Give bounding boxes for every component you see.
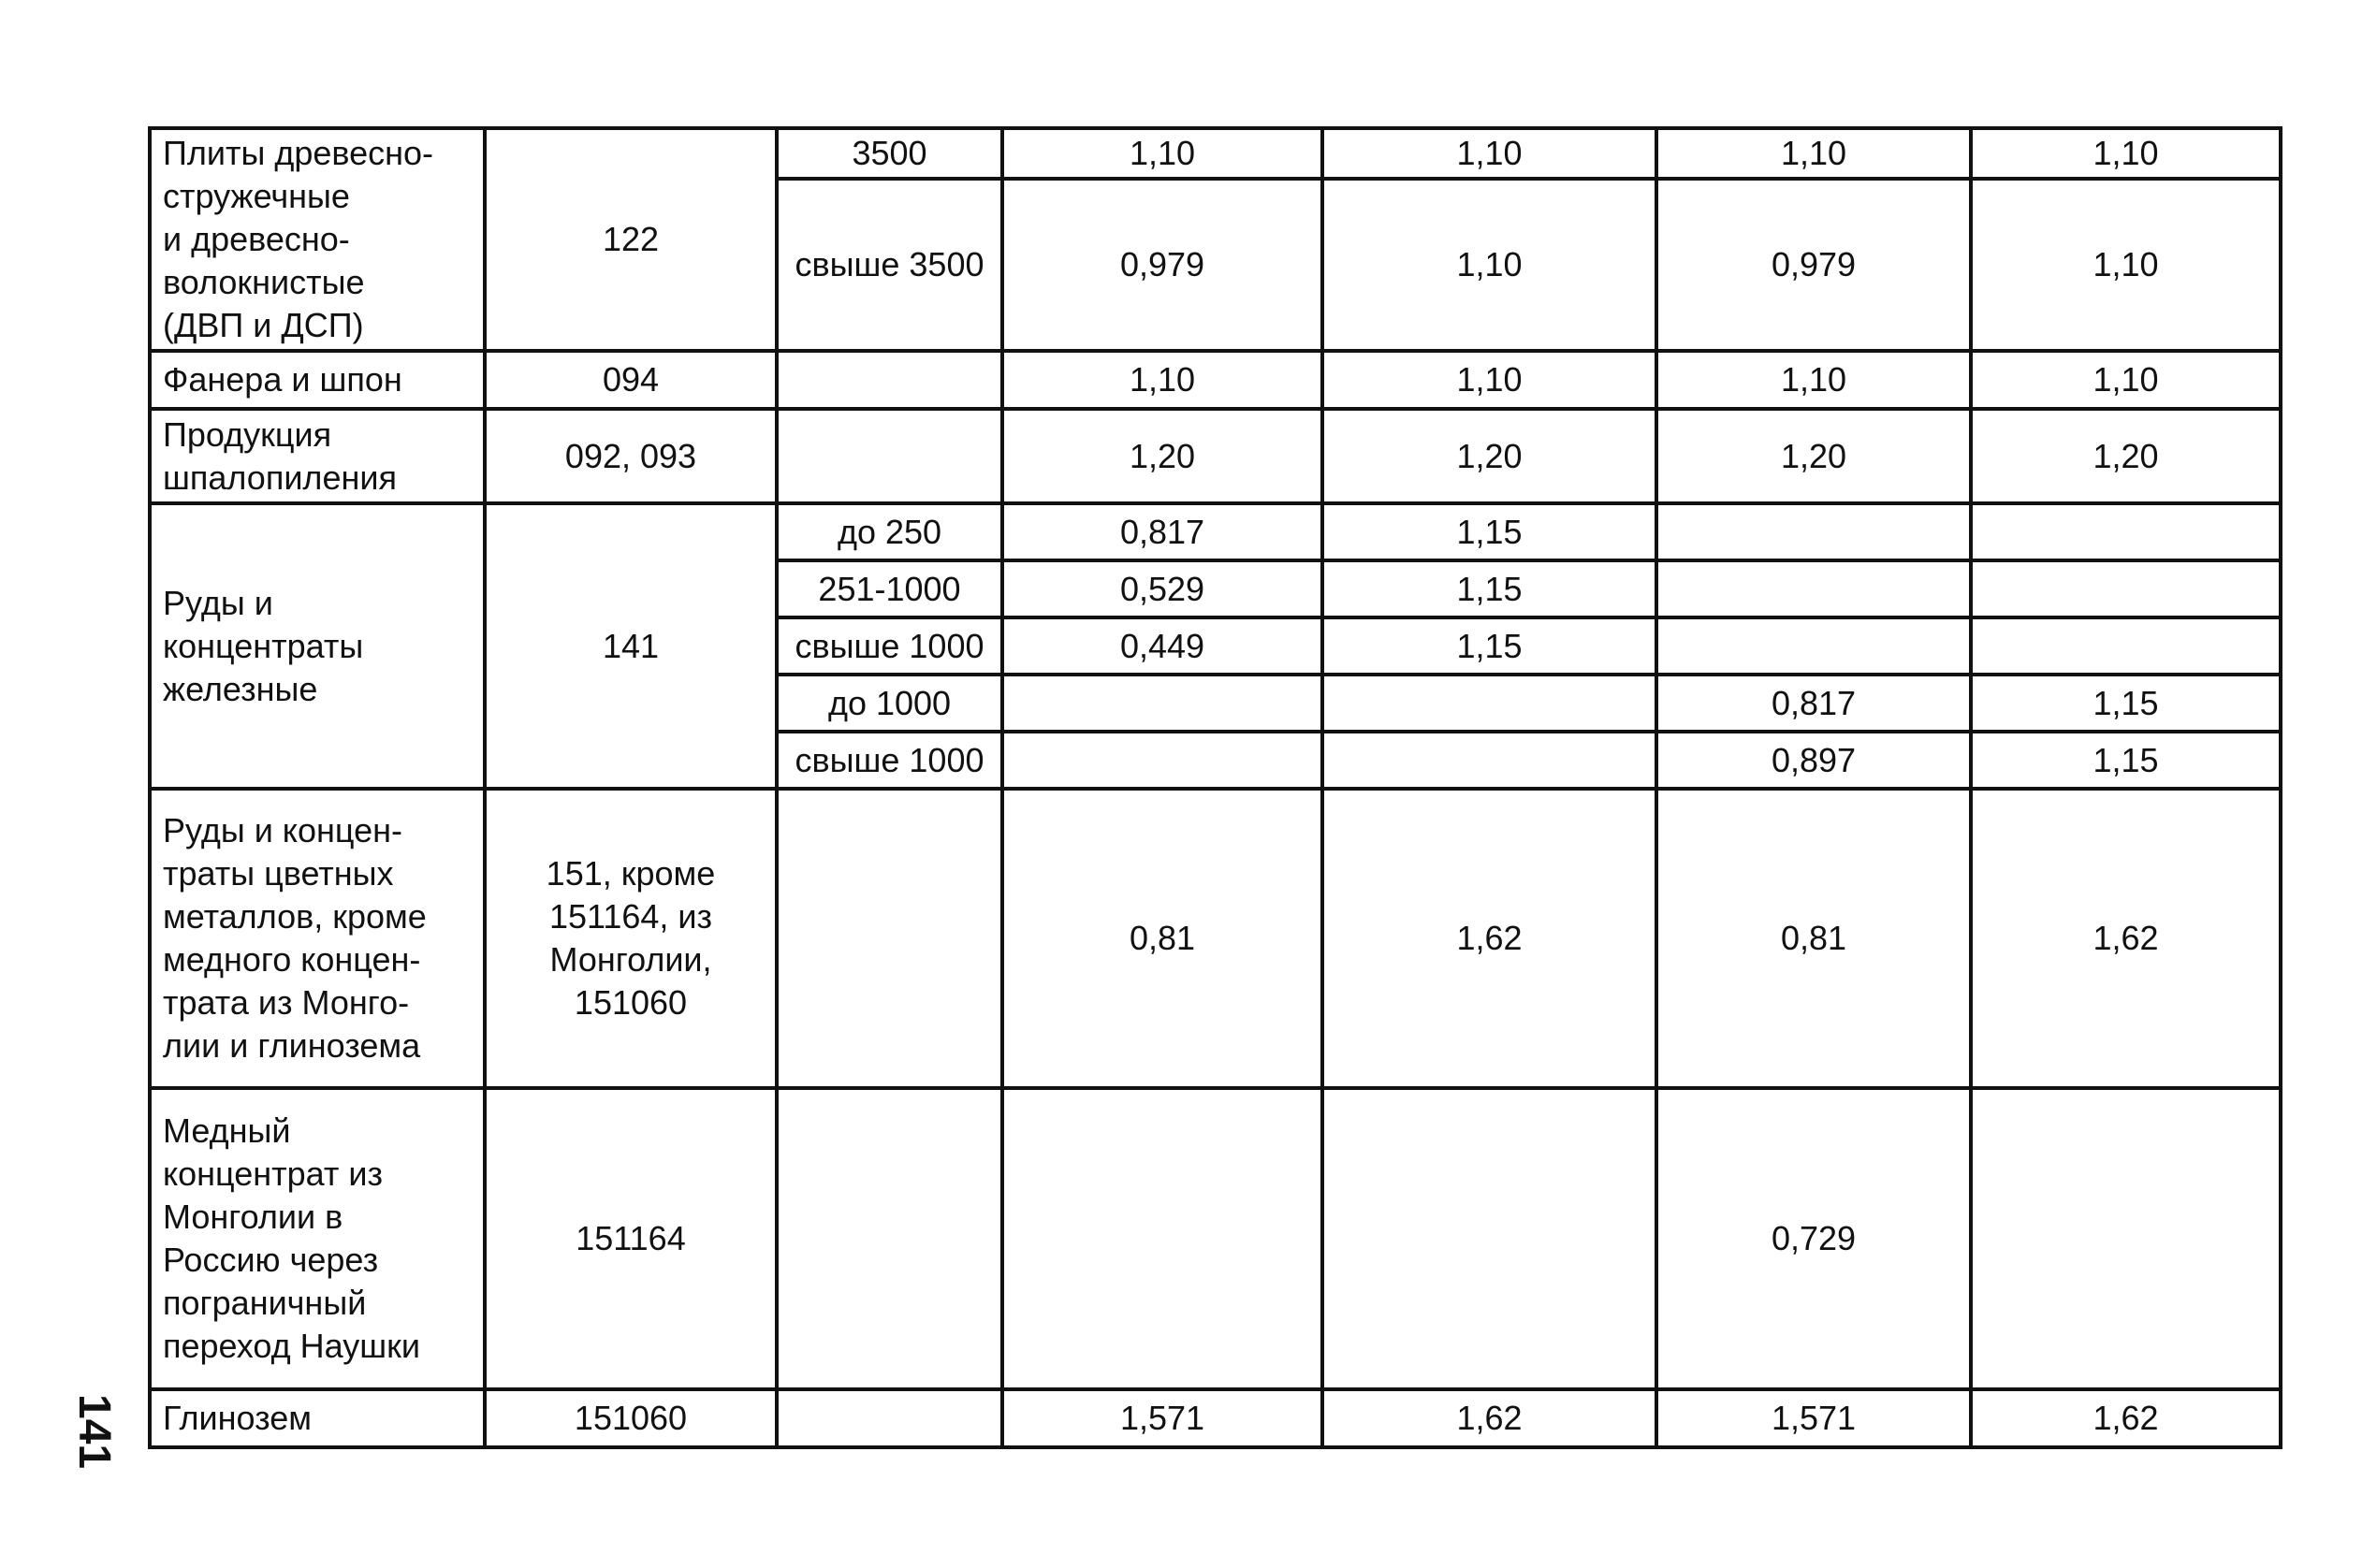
coefficient-cell: 1,571	[1656, 1389, 1971, 1447]
coefficient-cell: 0,817	[1656, 675, 1971, 732]
table-row	[150, 1389, 2281, 1447]
distance-range	[777, 1088, 1002, 1389]
cargo-name: Медный концентрат из Монголии в Россию через пограничный переход Наушки	[150, 1088, 485, 1389]
coefficient-cell: 1,62	[1322, 789, 1656, 1088]
coefficient-cell: 1,20	[1656, 409, 1971, 503]
coefficient-cell: 1,10	[1322, 128, 1656, 179]
table-row	[150, 789, 2281, 1088]
coefficient-cell: 1,62	[1971, 789, 2281, 1088]
coefficient-cell	[1002, 732, 1322, 789]
cargo-code: 151164	[485, 1088, 777, 1389]
distance-range: свыше 1000	[777, 617, 1002, 675]
coefficient-cell: 0,529	[1002, 560, 1322, 617]
distance-range: до 250	[777, 503, 1002, 560]
coefficient-cell: 1,10	[1322, 179, 1656, 351]
distance-range: 251-1000	[777, 560, 1002, 617]
distance-range: свыше 1000	[777, 732, 1002, 789]
cargo-name: Руды и концентраты железные	[150, 503, 485, 789]
coefficient-cell	[1002, 675, 1322, 732]
coefficient-cell: 1,15	[1971, 675, 2281, 732]
coefficient-cell: 1,20	[1002, 409, 1322, 503]
coefficient-cell: 1,10	[1971, 351, 2281, 409]
distance-range	[777, 789, 1002, 1088]
coefficient-cell: 0,897	[1656, 732, 1971, 789]
coefficient-cell: 1,15	[1322, 617, 1656, 675]
cargo-name: Фанера и шпон	[150, 351, 485, 409]
cargo-code: 092, 093	[485, 409, 777, 503]
table-row	[150, 1088, 2281, 1389]
cargo-name: Продукция шпалопиления	[150, 409, 485, 503]
cargo-code: 151, кроме 151164, из Монголии, 151060	[485, 789, 777, 1088]
coefficients-table	[148, 126, 2282, 1449]
coefficient-cell: 0,979	[1656, 179, 1971, 351]
cargo-name: Плиты древесно- стружечные и древесно- волокнистые (ДВП и ДСП)	[150, 128, 485, 351]
cargo-name: Руды и концен- траты цветных металлов, кроме медного концен- трата из Монго- лии и глинозема	[150, 789, 485, 1088]
coefficient-cell: 1,20	[1971, 409, 2281, 503]
coefficient-cell: 1,10	[1002, 351, 1322, 409]
distance-range	[777, 351, 1002, 409]
distance-range: свыше 3500	[777, 179, 1002, 351]
coefficient-cell	[1971, 560, 2281, 617]
cargo-code: 151060	[485, 1389, 777, 1447]
coefficient-cell	[1971, 1088, 2281, 1389]
coefficient-cell: 0,817	[1002, 503, 1322, 560]
coefficient-cell: 1,62	[1971, 1389, 2281, 1447]
coefficient-cell: 1,62	[1322, 1389, 1656, 1447]
distance-range: 3500	[777, 128, 1002, 179]
page-number: 141	[69, 1394, 119, 1470]
coefficient-cell: 1,15	[1322, 560, 1656, 617]
coefficient-cell: 0,81	[1002, 789, 1322, 1088]
coefficient-cell: 1,10	[1971, 179, 2281, 351]
table-row	[150, 128, 2281, 179]
table-row	[150, 351, 2281, 409]
cargo-code: 094	[485, 351, 777, 409]
coefficient-cell	[1971, 617, 2281, 675]
coefficient-cell: 0,729	[1656, 1088, 1971, 1389]
coefficient-cell	[1656, 560, 1971, 617]
coefficient-cell	[1971, 503, 2281, 560]
distance-range	[777, 1389, 1002, 1447]
coefficient-cell: 1,15	[1971, 732, 2281, 789]
coefficient-cell	[1002, 1088, 1322, 1389]
coefficient-cell	[1322, 732, 1656, 789]
coefficient-cell: 1,10	[1656, 128, 1971, 179]
table-row	[150, 409, 2281, 503]
coefficient-cell: 1,10	[1322, 351, 1656, 409]
coefficient-cell: 0,979	[1002, 179, 1322, 351]
coefficient-cell: 0,449	[1002, 617, 1322, 675]
coefficient-cell	[1322, 1088, 1656, 1389]
cargo-name: Глинозем	[150, 1389, 485, 1447]
coefficient-cell: 1,10	[1002, 128, 1322, 179]
table-row	[150, 503, 2281, 560]
coefficient-cell: 1,10	[1656, 351, 1971, 409]
coefficient-cell	[1656, 617, 1971, 675]
coefficient-cell: 1,10	[1971, 128, 2281, 179]
coefficient-cell: 1,15	[1322, 503, 1656, 560]
coefficient-cell: 0,81	[1656, 789, 1971, 1088]
coefficient-cell: 1,20	[1322, 409, 1656, 503]
cargo-code: 141	[485, 503, 777, 789]
distance-range: до 1000	[777, 675, 1002, 732]
distance-range	[777, 409, 1002, 503]
coefficient-cell	[1656, 503, 1971, 560]
coefficient-cell: 1,571	[1002, 1389, 1322, 1447]
cargo-code: 122	[485, 128, 777, 351]
coefficient-cell	[1322, 675, 1656, 732]
